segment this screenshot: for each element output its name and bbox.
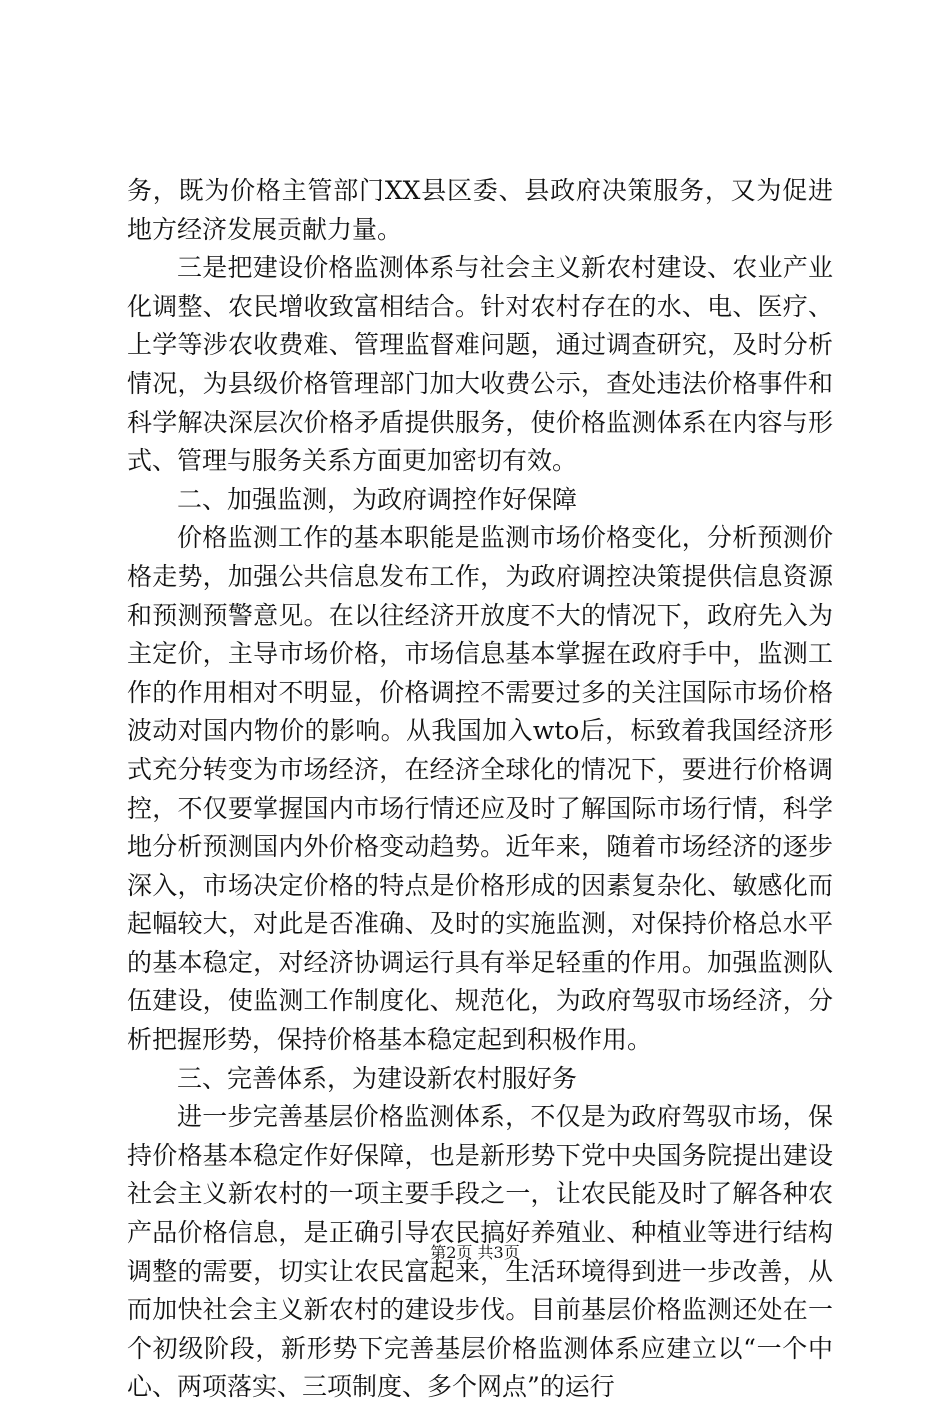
paragraph-point-three: 三是把建设价格监测体系与社会主义新农村建设、农业产业化调整、农民增收致富相结合。针对农村存在的水、电、医疗、上学等涉农收费难、管理监督难问题，通过调查研究，及时分析情况，为县级价格管理部门加大收费公示，查处违法价格事件和科学解决深层次价格矛盾提供服务，使价格监测体系在内容与形式、管理与服务关系方面更加密切有效。 [127, 253, 833, 476]
document-body [127, 172, 833, 1407]
paragraph-system: 进一步完善基层价格监测体系，不仅是为政府驾驭市场，保持价格基本稳定作好保障，也是新形势下党中央国务院提出建设社会主义新农村的一项主要手段之一，让农民能及时了解各种农产品价格信息，是正确引导农民搞好养殖业、种植业等进行结构调整的需要，切实让农民富起来，生活环境得到进一步改善，从而加快社会主义新农村的建设步伐。目前基层价格监测还处在一个初级阶段，新形势下完善基层价格监测体系应建立以“一个中心、两项落实、三项制度、多个网点”的运行 [127, 1102, 833, 1402]
section-heading-two: 二、加强监测，为政府调控作好保障 [177, 484, 578, 514]
paragraph-continuation: 务，既为价格主管部门XX县区委、县政府决策服务，又为促进地方经济发展贡献力量。 [127, 176, 833, 244]
paragraph-monitoring: 价格监测工作的基本职能是监测市场价格变化，分析预测价格走势，加强公共信息发布工作，为政府调控决策提供信息资源和预测预警意见。在以往经济开放度不大的情况下，政府先入为主定价，主导市场价格，市场信息基本掌握在政府手中，监测工作的作用相对不明显，价格调控不需要过多的关注国际市场价格波动对国内物价的影响。从我国加入wto后，标致着我国经济形式充分转变为市场经济，在经济全球化的情况下，要进行价格调控，不仅要掌握国内市场行情还应及时了解国际市场行情，科学地分析预测国内外价格变动趋势。近年来，随着市场经济的逐步深入，市场决定价格的特点是价格形成的因素复杂化、敏感化而起幅较大，对此是否准确、及时的实施监测，对保持价格总水平的基本稳定，对经济协调运行具有举足轻重的作用。加强监测队伍建设，使监测工作制度化、规范化，为政府驾驭市场经济，分析把握形势，保持价格基本稳定起到积极作用。 [127, 523, 833, 1055]
page-number-footer: 第2页 共3页 [430, 1243, 520, 1262]
section-heading-three: 三、完善体系，为建设新农村服好务 [177, 1063, 578, 1093]
